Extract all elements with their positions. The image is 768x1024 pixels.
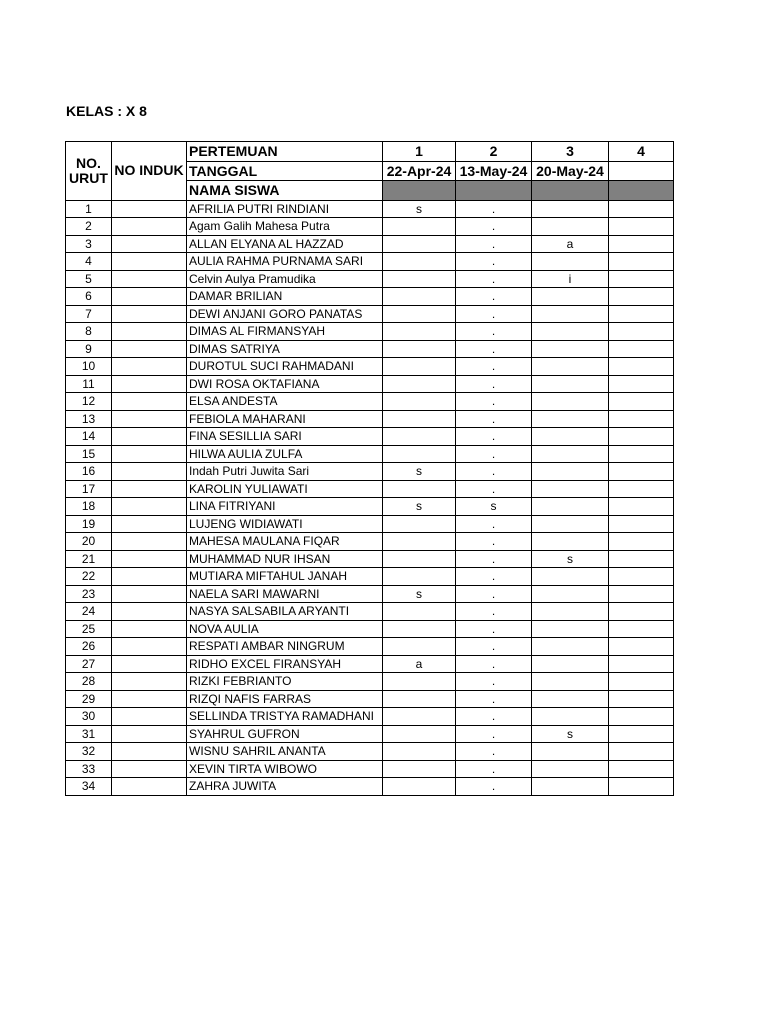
attendance-cell-1 bbox=[383, 305, 456, 323]
row-number: 4 bbox=[66, 253, 112, 271]
row-number: 8 bbox=[66, 323, 112, 341]
attendance-cell-1 bbox=[383, 725, 456, 743]
attendance-cell-2: . bbox=[456, 305, 532, 323]
attendance-cell-3 bbox=[532, 340, 609, 358]
student-name: RIZQI NAFIS FARRAS bbox=[187, 690, 383, 708]
table-row bbox=[66, 218, 674, 236]
attendance-cell-2: . bbox=[456, 253, 532, 271]
no-induk-cell bbox=[112, 743, 187, 761]
attendance-cell-2: . bbox=[456, 463, 532, 481]
attendance-cell-1 bbox=[383, 673, 456, 691]
attendance-cell-1 bbox=[383, 270, 456, 288]
row-number: 18 bbox=[66, 498, 112, 516]
table-row bbox=[66, 533, 674, 551]
no-induk-header: NO INDUK bbox=[112, 142, 187, 201]
attendance-cell-1 bbox=[383, 218, 456, 236]
no-induk-cell bbox=[112, 375, 187, 393]
attendance-cell-1 bbox=[383, 603, 456, 621]
no-induk-cell bbox=[112, 288, 187, 306]
table-row bbox=[66, 235, 674, 253]
attendance-cell-2: . bbox=[456, 393, 532, 411]
table-row bbox=[66, 375, 674, 393]
student-name: SELLINDA TRISTYA RAMADHANI bbox=[187, 708, 383, 726]
attendance-cell-3 bbox=[532, 305, 609, 323]
attendance-cell-1 bbox=[383, 323, 456, 341]
attendance-cell-1 bbox=[383, 445, 456, 463]
no-induk-cell bbox=[112, 533, 187, 551]
row-number: 22 bbox=[66, 568, 112, 586]
no-induk-cell bbox=[112, 638, 187, 656]
row-number: 23 bbox=[66, 585, 112, 603]
student-name: FEBIOLA MAHARANI bbox=[187, 410, 383, 428]
no-induk-cell bbox=[112, 515, 187, 533]
attendance-cell-1: s bbox=[383, 498, 456, 516]
attendance-cell-3 bbox=[532, 498, 609, 516]
student-name: XEVIN TIRTA WIBOWO bbox=[187, 760, 383, 778]
attendance-cell-4 bbox=[609, 253, 674, 271]
date-1: 22-Apr-24 bbox=[383, 161, 456, 181]
attendance-cell-2: . bbox=[456, 410, 532, 428]
attendance-cell-3 bbox=[532, 410, 609, 428]
student-name: FINA SESILLIA SARI bbox=[187, 428, 383, 446]
attendance-cell-3 bbox=[532, 200, 609, 218]
attendance-cell-2: . bbox=[456, 323, 532, 341]
table-row bbox=[66, 270, 674, 288]
row-number: 19 bbox=[66, 515, 112, 533]
attendance-cell-3 bbox=[532, 445, 609, 463]
student-name: ZAHRA JUWITA bbox=[187, 778, 383, 796]
attendance-cell-3 bbox=[532, 288, 609, 306]
attendance-cell-4 bbox=[609, 218, 674, 236]
student-name: ELSA ANDESTA bbox=[187, 393, 383, 411]
header-row-pertemuan bbox=[66, 142, 674, 162]
attendance-cell-2: . bbox=[456, 655, 532, 673]
date-2: 13-May-24 bbox=[456, 161, 532, 181]
attendance-cell-1 bbox=[383, 550, 456, 568]
attendance-cell-4 bbox=[609, 708, 674, 726]
class-label: KELAS : X 8 bbox=[66, 103, 147, 119]
attendance-cell-2: . bbox=[456, 218, 532, 236]
attendance-cell-1 bbox=[383, 778, 456, 796]
attendance-cell-2: . bbox=[456, 620, 532, 638]
attendance-cell-4 bbox=[609, 498, 674, 516]
student-name: Agam Galih Mahesa Putra bbox=[187, 218, 383, 236]
attendance-cell-4 bbox=[609, 655, 674, 673]
attendance-cell-3 bbox=[532, 603, 609, 621]
row-number: 9 bbox=[66, 340, 112, 358]
attendance-cell-4 bbox=[609, 340, 674, 358]
attendance-cell-3: s bbox=[532, 725, 609, 743]
attendance-cell-2: . bbox=[456, 743, 532, 761]
attendance-cell-2: . bbox=[456, 358, 532, 376]
no-induk-cell bbox=[112, 690, 187, 708]
attendance-cell-2: . bbox=[456, 288, 532, 306]
student-name: KAROLIN YULIAWATI bbox=[187, 480, 383, 498]
attendance-cell-1 bbox=[383, 743, 456, 761]
no-induk-cell bbox=[112, 725, 187, 743]
attendance-cell-3 bbox=[532, 253, 609, 271]
attendance-cell-2: . bbox=[456, 375, 532, 393]
attendance-cell-2: . bbox=[456, 638, 532, 656]
attendance-cell-4 bbox=[609, 288, 674, 306]
student-name: Celvin Aulya Pramudika bbox=[187, 270, 383, 288]
row-number: 31 bbox=[66, 725, 112, 743]
no-induk-cell bbox=[112, 620, 187, 638]
no-urut-header: NO. URUT bbox=[66, 142, 112, 201]
no-induk-cell bbox=[112, 463, 187, 481]
attendance-cell-1: s bbox=[383, 463, 456, 481]
attendance-cell-3: i bbox=[532, 270, 609, 288]
no-induk-cell bbox=[112, 305, 187, 323]
attendance-cell-3 bbox=[532, 620, 609, 638]
attendance-cell-4 bbox=[609, 235, 674, 253]
no-induk-cell bbox=[112, 673, 187, 691]
attendance-cell-4 bbox=[609, 323, 674, 341]
student-name: DAMAR BRILIAN bbox=[187, 288, 383, 306]
table-row bbox=[66, 690, 674, 708]
student-name: Indah Putri Juwita Sari bbox=[187, 463, 383, 481]
student-name: DEWI ANJANI GORO PANATAS bbox=[187, 305, 383, 323]
attendance-cell-2: . bbox=[456, 340, 532, 358]
attendance-cell-4 bbox=[609, 270, 674, 288]
row-number: 29 bbox=[66, 690, 112, 708]
no-induk-cell bbox=[112, 270, 187, 288]
attendance-cell-2: . bbox=[456, 725, 532, 743]
attendance-cell-2: . bbox=[456, 428, 532, 446]
table-row bbox=[66, 358, 674, 376]
attendance-cell-4 bbox=[609, 533, 674, 551]
no-induk-cell bbox=[112, 708, 187, 726]
date-4 bbox=[609, 161, 674, 181]
attendance-cell-4 bbox=[609, 638, 674, 656]
student-name: ALLAN ELYANA AL HAZZAD bbox=[187, 235, 383, 253]
table-row bbox=[66, 515, 674, 533]
meeting-1-header: 1 bbox=[383, 142, 456, 162]
no-induk-cell bbox=[112, 428, 187, 446]
student-name: DUROTUL SUCI RAHMADANI bbox=[187, 358, 383, 376]
attendance-cell-2: . bbox=[456, 480, 532, 498]
attendance-cell-1 bbox=[383, 358, 456, 376]
attendance-cell-3 bbox=[532, 358, 609, 376]
table-row bbox=[66, 760, 674, 778]
attendance-cell-1 bbox=[383, 428, 456, 446]
attendance-cell-4 bbox=[609, 463, 674, 481]
no-induk-cell bbox=[112, 410, 187, 428]
table-row bbox=[66, 428, 674, 446]
attendance-cell-3: a bbox=[532, 235, 609, 253]
attendance-cell-2: . bbox=[456, 200, 532, 218]
no-induk-cell bbox=[112, 235, 187, 253]
no-induk-cell bbox=[112, 760, 187, 778]
no-induk-cell bbox=[112, 498, 187, 516]
attendance-cell-4 bbox=[609, 305, 674, 323]
shaded-cell bbox=[609, 181, 674, 201]
attendance-cell-4 bbox=[609, 480, 674, 498]
student-name: NOVA AULIA bbox=[187, 620, 383, 638]
attendance-cell-3 bbox=[532, 463, 609, 481]
attendance-cell-2: . bbox=[456, 568, 532, 586]
attendance-cell-1 bbox=[383, 620, 456, 638]
no-induk-cell bbox=[112, 445, 187, 463]
student-name: MAHESA MAULANA FIQAR bbox=[187, 533, 383, 551]
row-number: 13 bbox=[66, 410, 112, 428]
student-name: LINA FITRIYANI bbox=[187, 498, 383, 516]
row-number: 33 bbox=[66, 760, 112, 778]
table-row bbox=[66, 778, 674, 796]
attendance-cell-4 bbox=[609, 778, 674, 796]
no-induk-cell bbox=[112, 568, 187, 586]
attendance-cell-4 bbox=[609, 690, 674, 708]
attendance-cell-1 bbox=[383, 480, 456, 498]
student-name: AULIA RAHMA PURNAMA SARI bbox=[187, 253, 383, 271]
attendance-cell-4 bbox=[609, 743, 674, 761]
table-row bbox=[66, 585, 674, 603]
attendance-cell-4 bbox=[609, 725, 674, 743]
attendance-cell-2: . bbox=[456, 760, 532, 778]
student-name: DIMAS AL FIRMANSYAH bbox=[187, 323, 383, 341]
table-row bbox=[66, 603, 674, 621]
table-row bbox=[66, 655, 674, 673]
attendance-cell-1: s bbox=[383, 200, 456, 218]
attendance-cell-3 bbox=[532, 690, 609, 708]
attendance-cell-2: . bbox=[456, 533, 532, 551]
row-number: 32 bbox=[66, 743, 112, 761]
attendance-cell-3 bbox=[532, 655, 609, 673]
meeting-4-header: 4 bbox=[609, 142, 674, 162]
student-name: HILWA AULIA ZULFA bbox=[187, 445, 383, 463]
student-name: NASYA SALSABILA ARYANTI bbox=[187, 603, 383, 621]
shaded-cell bbox=[532, 181, 609, 201]
attendance-cell-3 bbox=[532, 743, 609, 761]
attendance-cell-2: . bbox=[456, 585, 532, 603]
row-number: 10 bbox=[66, 358, 112, 376]
table-row bbox=[66, 498, 674, 516]
attendance-cell-1 bbox=[383, 393, 456, 411]
attendance-cell-1: a bbox=[383, 655, 456, 673]
student-name: MUHAMMAD NUR IHSAN bbox=[187, 550, 383, 568]
attendance-cell-3 bbox=[532, 533, 609, 551]
row-number: 24 bbox=[66, 603, 112, 621]
no-induk-cell bbox=[112, 323, 187, 341]
row-number: 16 bbox=[66, 463, 112, 481]
date-3: 20-May-24 bbox=[532, 161, 609, 181]
attendance-cell-3 bbox=[532, 393, 609, 411]
attendance-cell-2: . bbox=[456, 235, 532, 253]
row-number: 25 bbox=[66, 620, 112, 638]
table-row bbox=[66, 480, 674, 498]
attendance-cell-3 bbox=[532, 515, 609, 533]
attendance-cell-4 bbox=[609, 410, 674, 428]
table-row bbox=[66, 620, 674, 638]
table-row bbox=[66, 743, 674, 761]
attendance-cell-4 bbox=[609, 568, 674, 586]
attendance-cell-2: . bbox=[456, 515, 532, 533]
attendance-cell-1 bbox=[383, 288, 456, 306]
student-name: MUTIARA MIFTAHUL JANAH bbox=[187, 568, 383, 586]
attendance-cell-3 bbox=[532, 428, 609, 446]
attendance-cell-4 bbox=[609, 585, 674, 603]
student-name: WISNU SAHRIL ANANTA bbox=[187, 743, 383, 761]
attendance-cell-1 bbox=[383, 410, 456, 428]
row-number: 3 bbox=[66, 235, 112, 253]
attendance-cell-4 bbox=[609, 358, 674, 376]
table-row bbox=[66, 463, 674, 481]
row-number: 1 bbox=[66, 200, 112, 218]
student-name: NAELA SARI MAWARNI bbox=[187, 585, 383, 603]
table-row bbox=[66, 323, 674, 341]
row-number: 28 bbox=[66, 673, 112, 691]
no-induk-cell bbox=[112, 585, 187, 603]
attendance-cell-2: . bbox=[456, 690, 532, 708]
no-induk-cell bbox=[112, 655, 187, 673]
attendance-cell-1: s bbox=[383, 585, 456, 603]
attendance-cell-1 bbox=[383, 708, 456, 726]
row-number: 17 bbox=[66, 480, 112, 498]
attendance-cell-1 bbox=[383, 690, 456, 708]
row-number: 30 bbox=[66, 708, 112, 726]
no-induk-cell bbox=[112, 218, 187, 236]
table-row bbox=[66, 725, 674, 743]
no-induk-cell bbox=[112, 778, 187, 796]
table-row bbox=[66, 708, 674, 726]
attendance-cell-1 bbox=[383, 340, 456, 358]
no-induk-cell bbox=[112, 200, 187, 218]
attendance-cell-4 bbox=[609, 620, 674, 638]
shaded-cell bbox=[383, 181, 456, 201]
student-name: DIMAS SATRIYA bbox=[187, 340, 383, 358]
attendance-cell-1 bbox=[383, 235, 456, 253]
table-row bbox=[66, 305, 674, 323]
meeting-2-header: 2 bbox=[456, 142, 532, 162]
attendance-cell-3 bbox=[532, 778, 609, 796]
row-number: 15 bbox=[66, 445, 112, 463]
row-number: 2 bbox=[66, 218, 112, 236]
table-row bbox=[66, 200, 674, 218]
tanggal-header: TANGGAL bbox=[187, 161, 383, 181]
table-row bbox=[66, 445, 674, 463]
no-induk-cell bbox=[112, 358, 187, 376]
no-induk-cell bbox=[112, 603, 187, 621]
attendance-cell-2: s bbox=[456, 498, 532, 516]
row-number: 20 bbox=[66, 533, 112, 551]
attendance-cell-4 bbox=[609, 603, 674, 621]
row-number: 14 bbox=[66, 428, 112, 446]
table-row bbox=[66, 673, 674, 691]
no-induk-cell bbox=[112, 550, 187, 568]
meeting-3-header: 3 bbox=[532, 142, 609, 162]
student-name: RIZKI FEBRIANTO bbox=[187, 673, 383, 691]
student-name: RIDHO EXCEL FIRANSYAH bbox=[187, 655, 383, 673]
student-name: AFRILIA PUTRI RINDIANI bbox=[187, 200, 383, 218]
table-row bbox=[66, 638, 674, 656]
table-row bbox=[66, 253, 674, 271]
attendance-cell-4 bbox=[609, 375, 674, 393]
attendance-cell-1 bbox=[383, 760, 456, 778]
row-number: 26 bbox=[66, 638, 112, 656]
attendance-cell-3: s bbox=[532, 550, 609, 568]
attendance-cell-2: . bbox=[456, 708, 532, 726]
attendance-cell-2: . bbox=[456, 778, 532, 796]
attendance-cell-2: . bbox=[456, 603, 532, 621]
no-induk-cell bbox=[112, 340, 187, 358]
table-row bbox=[66, 550, 674, 568]
attendance-cell-3 bbox=[532, 323, 609, 341]
attendance-cell-3 bbox=[532, 375, 609, 393]
attendance-cell-1 bbox=[383, 533, 456, 551]
attendance-cell-4 bbox=[609, 200, 674, 218]
attendance-cell-4 bbox=[609, 760, 674, 778]
table-row bbox=[66, 340, 674, 358]
no-induk-cell bbox=[112, 393, 187, 411]
no-induk-cell bbox=[112, 480, 187, 498]
attendance-cell-2: . bbox=[456, 270, 532, 288]
attendance-cell-4 bbox=[609, 445, 674, 463]
row-number: 11 bbox=[66, 375, 112, 393]
row-number: 34 bbox=[66, 778, 112, 796]
attendance-cell-3 bbox=[532, 760, 609, 778]
table-row bbox=[66, 568, 674, 586]
attendance-cell-1 bbox=[383, 568, 456, 586]
attendance-cell-3 bbox=[532, 568, 609, 586]
attendance-cell-4 bbox=[609, 515, 674, 533]
row-number: 5 bbox=[66, 270, 112, 288]
row-number: 6 bbox=[66, 288, 112, 306]
attendance-cell-1 bbox=[383, 515, 456, 533]
shaded-cell bbox=[456, 181, 532, 201]
student-name: SYAHRUL GUFRON bbox=[187, 725, 383, 743]
attendance-cell-4 bbox=[609, 550, 674, 568]
attendance-cell-2: . bbox=[456, 550, 532, 568]
attendance-cell-2: . bbox=[456, 673, 532, 691]
table-row bbox=[66, 288, 674, 306]
row-number: 27 bbox=[66, 655, 112, 673]
attendance-cell-4 bbox=[609, 428, 674, 446]
table-row bbox=[66, 410, 674, 428]
attendance-cell-4 bbox=[609, 393, 674, 411]
row-number: 7 bbox=[66, 305, 112, 323]
attendance-cell-2: . bbox=[456, 445, 532, 463]
nama-siswa-header: NAMA SISWA bbox=[187, 181, 383, 201]
attendance-cell-4 bbox=[609, 673, 674, 691]
row-number: 12 bbox=[66, 393, 112, 411]
attendance-cell-3 bbox=[532, 480, 609, 498]
student-name: RESPATI AMBAR NINGRUM bbox=[187, 638, 383, 656]
row-number: 21 bbox=[66, 550, 112, 568]
attendance-table bbox=[65, 141, 674, 796]
attendance-cell-3 bbox=[532, 673, 609, 691]
student-name: LUJENG WIDIAWATI bbox=[187, 515, 383, 533]
attendance-cell-3 bbox=[532, 585, 609, 603]
attendance-cell-1 bbox=[383, 638, 456, 656]
attendance-cell-3 bbox=[532, 638, 609, 656]
no-induk-cell bbox=[112, 253, 187, 271]
attendance-cell-1 bbox=[383, 253, 456, 271]
student-name: DWI ROSA OKTAFIANA bbox=[187, 375, 383, 393]
attendance-cell-3 bbox=[532, 708, 609, 726]
pertemuan-header: PERTEMUAN bbox=[187, 142, 383, 162]
table-row bbox=[66, 393, 674, 411]
attendance-cell-1 bbox=[383, 375, 456, 393]
attendance-cell-3 bbox=[532, 218, 609, 236]
